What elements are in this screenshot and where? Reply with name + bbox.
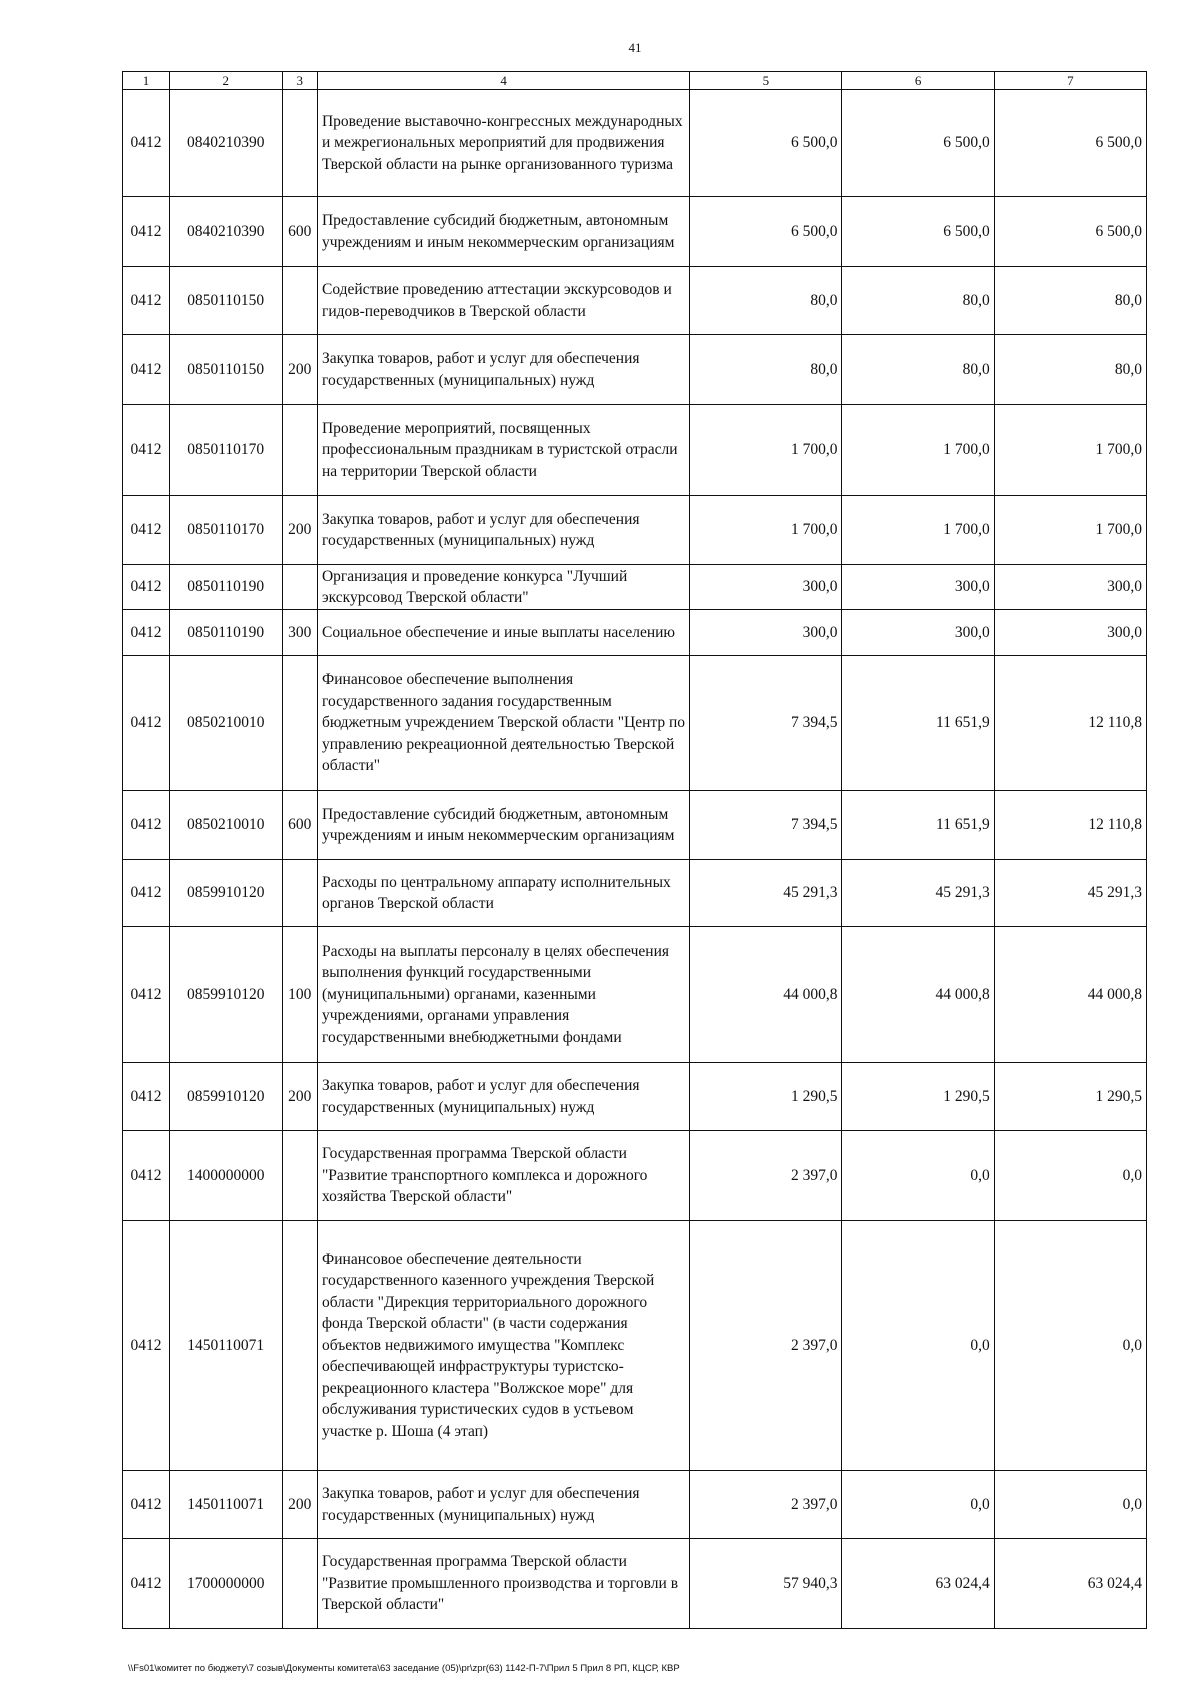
- item-name: Организация и проведение конкурса "Лучший экскурсовод Тверской области": [317, 565, 689, 610]
- expense-type-code: 600: [282, 197, 317, 267]
- table-row: [123, 791, 1147, 860]
- amount-col5: 300,0: [690, 565, 842, 610]
- amount-col6: 6 500,0: [842, 90, 994, 197]
- amount-col5: 80,0: [690, 267, 842, 335]
- section-code: 0412: [123, 1221, 170, 1471]
- amount-col6: 63 024,4: [842, 1539, 994, 1629]
- amount-col5: 2 397,0: [690, 1471, 842, 1539]
- item-name: Финансовое обеспечение деятельности государственного казенного учреждения Тверской области "Дирекция территориального дорожного фонда Тверской области" (в части содержания объектов недвижимого имущества "Комплекс обеспечивающей инфраструктуры туристско-рекреационного кластера "Волжское море" для обслуживания туристических судов в устьевом участке р. Шоша (4 этап): [317, 1221, 689, 1471]
- section-code: 0412: [123, 496, 170, 565]
- amount-col6: 11 651,9: [842, 656, 994, 791]
- amount-col6: 0,0: [842, 1131, 994, 1221]
- expense-type-code: [282, 267, 317, 335]
- item-name: Проведение мероприятий, посвященных профессиональным праздникам в туристской отрасли на территории Тверской области: [317, 405, 689, 496]
- table-row: [123, 656, 1147, 791]
- table-row: [123, 197, 1147, 267]
- amount-col7: 6 500,0: [994, 90, 1146, 197]
- item-name: Государственная программа Тверской области "Развитие транспортного комплекса и дорожного хозяйства Тверской области": [317, 1131, 689, 1221]
- amount-col7: 1 700,0: [994, 496, 1146, 565]
- expense-type-code: 200: [282, 1471, 317, 1539]
- amount-col7: 300,0: [994, 565, 1146, 610]
- target-article-code: 1450110071: [169, 1471, 282, 1539]
- amount-col5: 1 700,0: [690, 405, 842, 496]
- table-row: [123, 267, 1147, 335]
- expense-type-code: 200: [282, 1063, 317, 1131]
- item-name: Закупка товаров, работ и услуг для обеспечения государственных (муниципальных) нужд: [317, 1471, 689, 1539]
- column-header-1: 1: [123, 72, 170, 90]
- expense-type-code: [282, 1131, 317, 1221]
- column-header-2: 2: [169, 72, 282, 90]
- section-code: 0412: [123, 1539, 170, 1629]
- amount-col7: 1 290,5: [994, 1063, 1146, 1131]
- amount-col7: 0,0: [994, 1131, 1146, 1221]
- section-code: 0412: [123, 1471, 170, 1539]
- amount-col7: 80,0: [994, 267, 1146, 335]
- table-row: [123, 860, 1147, 927]
- item-name: Закупка товаров, работ и услуг для обеспечения государственных (муниципальных) нужд: [317, 496, 689, 565]
- expense-type-code: [282, 1539, 317, 1629]
- target-article-code: 0840210390: [169, 197, 282, 267]
- amount-col7: 12 110,8: [994, 656, 1146, 791]
- amount-col6: 80,0: [842, 335, 994, 405]
- column-header-3: 3: [282, 72, 317, 90]
- amount-col6: 11 651,9: [842, 791, 994, 860]
- amount-col5: 1 290,5: [690, 1063, 842, 1131]
- amount-col6: 1 700,0: [842, 496, 994, 565]
- table-row: [123, 565, 1147, 610]
- amount-col6: 0,0: [842, 1221, 994, 1471]
- item-name: Государственная программа Тверской области "Развитие промышленного производства и торговли в Тверской области": [317, 1539, 689, 1629]
- section-code: 0412: [123, 197, 170, 267]
- column-header-7: 7: [994, 72, 1146, 90]
- item-name: Расходы по центральному аппарату исполнительных органов Тверской области: [317, 860, 689, 927]
- section-code: 0412: [123, 860, 170, 927]
- target-article-code: 0850110190: [169, 610, 282, 656]
- amount-col6: 0,0: [842, 1471, 994, 1539]
- target-article-code: 1700000000: [169, 1539, 282, 1629]
- item-name: Предоставление субсидий бюджетным, автономным учреждениям и иным некоммерческим организациям: [317, 791, 689, 860]
- amount-col5: 44 000,8: [690, 927, 842, 1063]
- expense-type-code: 100: [282, 927, 317, 1063]
- target-article-code: 0850110150: [169, 335, 282, 405]
- item-name: Проведение выставочно-конгрессных международных и межрегиональных мероприятий для продвижения Тверской области на рынке организованного туризма: [317, 90, 689, 197]
- table-row: [123, 1063, 1147, 1131]
- section-code: 0412: [123, 791, 170, 860]
- item-name: Расходы на выплаты персоналу в целях обеспечения выполнения функций государственными (муниципальными) органами, казенными учреждениями, органами управления государственными внебюджетными фондами: [317, 927, 689, 1063]
- expense-type-code: [282, 860, 317, 927]
- amount-col7: 300,0: [994, 610, 1146, 656]
- amount-col6: 300,0: [842, 610, 994, 656]
- amount-col6: 1 700,0: [842, 405, 994, 496]
- amount-col5: 2 397,0: [690, 1131, 842, 1221]
- section-code: 0412: [123, 565, 170, 610]
- target-article-code: 0850210010: [169, 791, 282, 860]
- amount-col5: 6 500,0: [690, 197, 842, 267]
- section-code: 0412: [123, 1131, 170, 1221]
- amount-col7: 12 110,8: [994, 791, 1146, 860]
- amount-col5: 6 500,0: [690, 90, 842, 197]
- amount-col6: 44 000,8: [842, 927, 994, 1063]
- expense-type-code: [282, 1221, 317, 1471]
- table-row: [123, 335, 1147, 405]
- target-article-code: 0850110170: [169, 496, 282, 565]
- amount-col7: 0,0: [994, 1471, 1146, 1539]
- section-code: 0412: [123, 610, 170, 656]
- table-row: [123, 405, 1147, 496]
- section-code: 0412: [123, 656, 170, 791]
- section-code: 0412: [123, 90, 170, 197]
- budget-table: [122, 71, 1147, 1629]
- expense-type-code: [282, 565, 317, 610]
- table-row: [123, 1539, 1147, 1629]
- section-code: 0412: [123, 1063, 170, 1131]
- page-number: 41: [628, 40, 642, 55]
- footer-file-path: \\Fs01\комитет по бюджету\7 созыв\Документы комитета\63 заседание (05)\pr\zpr(63) 1142-П-7\Прил 5 Прил 8 РП, КЦСР, КВР: [128, 1663, 680, 1674]
- column-number-row: [123, 72, 1147, 90]
- item-name: Финансовое обеспечение выполнения государственного задания государственным бюджетным учреждением Тверской области "Центр по управлению рекреационной деятельностью Тверской области": [317, 656, 689, 791]
- section-code: 0412: [123, 335, 170, 405]
- amount-col6: 1 290,5: [842, 1063, 994, 1131]
- target-article-code: 0859910120: [169, 927, 282, 1063]
- amount-col5: 7 394,5: [690, 791, 842, 860]
- amount-col7: 6 500,0: [994, 197, 1146, 267]
- target-article-code: 0850110150: [169, 267, 282, 335]
- column-header-5: 5: [690, 72, 842, 90]
- target-article-code: 0850210010: [169, 656, 282, 791]
- target-article-code: 0850110190: [169, 565, 282, 610]
- item-name: Предоставление субсидий бюджетным, автономным учреждениям и иным некоммерческим организациям: [317, 197, 689, 267]
- amount-col6: 45 291,3: [842, 860, 994, 927]
- expense-type-code: 200: [282, 496, 317, 565]
- amount-col5: 7 394,5: [690, 656, 842, 791]
- item-name: Социальное обеспечение и иные выплаты населению: [317, 610, 689, 656]
- table-row: [123, 610, 1147, 656]
- amount-col7: 0,0: [994, 1221, 1146, 1471]
- section-code: 0412: [123, 405, 170, 496]
- target-article-code: 0840210390: [169, 90, 282, 197]
- amount-col7: 45 291,3: [994, 860, 1146, 927]
- item-name: Содействие проведению аттестации экскурсоводов и гидов-переводчиков в Тверской области: [317, 267, 689, 335]
- amount-col5: 2 397,0: [690, 1221, 842, 1471]
- target-article-code: 1400000000: [169, 1131, 282, 1221]
- column-header-6: 6: [842, 72, 994, 90]
- column-header-4: 4: [317, 72, 689, 90]
- expense-type-code: [282, 90, 317, 197]
- amount-col5: 45 291,3: [690, 860, 842, 927]
- section-code: 0412: [123, 927, 170, 1063]
- amount-col6: 300,0: [842, 565, 994, 610]
- amount-col5: 300,0: [690, 610, 842, 656]
- target-article-code: 0859910120: [169, 860, 282, 927]
- amount-col6: 6 500,0: [842, 197, 994, 267]
- target-article-code: 0859910120: [169, 1063, 282, 1131]
- item-name: Закупка товаров, работ и услуг для обеспечения государственных (муниципальных) нужд: [317, 1063, 689, 1131]
- expense-type-code: 300: [282, 610, 317, 656]
- target-article-code: 0850110170: [169, 405, 282, 496]
- expense-type-code: [282, 656, 317, 791]
- table-row: [123, 1471, 1147, 1539]
- expense-type-code: 600: [282, 791, 317, 860]
- amount-col7: 44 000,8: [994, 927, 1146, 1063]
- target-article-code: 1450110071: [169, 1221, 282, 1471]
- amount-col5: 1 700,0: [690, 496, 842, 565]
- table-row: [123, 927, 1147, 1063]
- table-row: [123, 90, 1147, 197]
- amount-col6: 80,0: [842, 267, 994, 335]
- amount-col7: 1 700,0: [994, 405, 1146, 496]
- table-row: [123, 1131, 1147, 1221]
- amount-col5: 80,0: [690, 335, 842, 405]
- amount-col7: 80,0: [994, 335, 1146, 405]
- table-row: [123, 496, 1147, 565]
- expense-type-code: [282, 405, 317, 496]
- item-name: Закупка товаров, работ и услуг для обеспечения государственных (муниципальных) нужд: [317, 335, 689, 405]
- amount-col7: 63 024,4: [994, 1539, 1146, 1629]
- table-row: [123, 1221, 1147, 1471]
- expense-type-code: 200: [282, 335, 317, 405]
- amount-col5: 57 940,3: [690, 1539, 842, 1629]
- section-code: 0412: [123, 267, 170, 335]
